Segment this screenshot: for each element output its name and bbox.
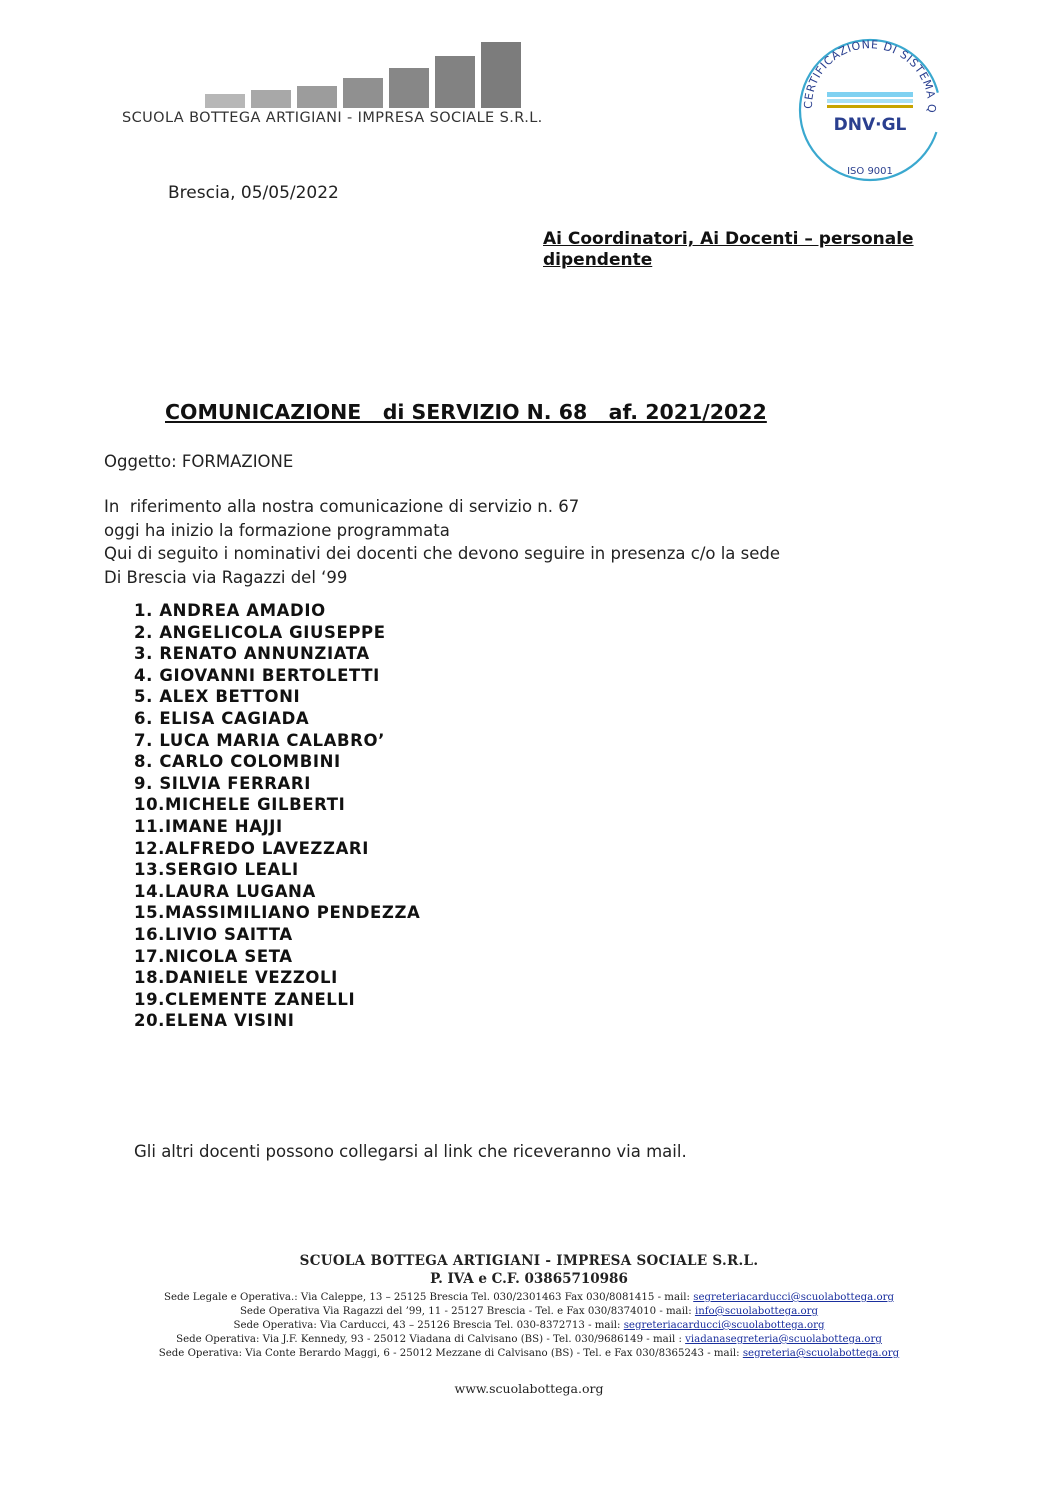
- recipients-line-1: Ai Coordinatori, Ai Docenti – personale: [543, 229, 914, 249]
- list-item: [134, 881, 420, 903]
- attendee-name: SERGIO LEALI: [165, 860, 299, 880]
- attendee-name: ELISA CAGIADA: [159, 708, 310, 728]
- seal-standard: ISO 9001: [847, 166, 893, 177]
- list-item: [134, 989, 420, 1011]
- attendee-name: CARLO COLOMBINI: [159, 752, 341, 772]
- email-link[interactable]: segreteriacarducci@scuolabottega.org: [623, 1320, 825, 1331]
- footer: [0, 1253, 1058, 1396]
- attendee-name: NICOLA SETA: [165, 946, 293, 966]
- attendee-name: ANGELICOLA GIUSEPPE: [159, 622, 386, 642]
- body-paragraph: [104, 495, 780, 589]
- site-address: Sede Operativa: Via J.F. Kennedy, 93 - 25012 Viadana di Calvisano (BS) - Tel. 030/9686149 - mail :: [176, 1334, 686, 1345]
- list-item: [134, 600, 420, 622]
- email-link[interactable]: segreteria@scuolabottega.org: [742, 1348, 900, 1359]
- list-number: 20.: [134, 1011, 166, 1031]
- site-address: Sede Operativa: Via Carducci, 43 – 25126 Brescia Tel. 030-8372713 - mail:: [233, 1320, 624, 1331]
- list-number: 13.: [134, 860, 166, 880]
- place-date: Brescia, 05/05/2022: [168, 183, 339, 203]
- seal-arc-text: CERTIFICAZIONE DI SISTEMA Q: [801, 38, 939, 114]
- list-number: 8.: [134, 752, 153, 772]
- attendee-name: MASSIMILIANO PENDEZZA: [165, 903, 421, 923]
- attendee-name: SILVIA FERRARI: [159, 773, 311, 793]
- attendee-name: CLEMENTE ZANELLI: [165, 989, 356, 1009]
- certification-seal-icon: [785, 22, 955, 192]
- list-number: 14.: [134, 881, 166, 901]
- attendee-name: MICHELE GILBERTI: [165, 795, 346, 815]
- attendee-name: LUCA MARIA CALABRO’: [159, 730, 385, 750]
- list-item: [134, 622, 420, 644]
- recipients: [543, 229, 963, 271]
- site-address: Sede Legale e Operativa.: Via Caleppe, 13 – 25125 Brescia Tel. 030/2301463 Fax 030/8081415 - mail:: [164, 1292, 694, 1303]
- footer-company: SCUOLA BOTTEGA ARTIGIANI - IMPRESA SOCIALE S.R.L.: [299, 1253, 759, 1269]
- document-title: COMUNICAZIONE di SERVIZIO N. 68 af. 2021/2022: [165, 400, 767, 424]
- attendee-name: GIOVANNI BERTOLETTI: [159, 665, 380, 685]
- list-number: 11.: [134, 816, 166, 836]
- footer-website[interactable]: www.scuolabottega.org: [454, 1381, 604, 1396]
- list-number: 17.: [134, 946, 166, 966]
- list-number: 15.: [134, 903, 166, 923]
- list-item: [134, 859, 420, 881]
- seal-brand: DNV·GL: [833, 115, 907, 135]
- footer-site-line: [0, 1347, 1058, 1361]
- list-number: 2.: [134, 622, 153, 642]
- body-line: Di Brescia via Ragazzi del ‘99: [104, 567, 348, 587]
- list-number: 1.: [134, 601, 153, 620]
- company-logo: [205, 38, 525, 108]
- footer-sites: [0, 1291, 1058, 1361]
- list-item: [134, 838, 420, 860]
- attendee-name: ALFREDO LAVEZZARI: [165, 838, 369, 858]
- list-item: [134, 924, 420, 946]
- attendee-name: LAURA LUGANA: [165, 881, 316, 901]
- list-item: [134, 686, 420, 708]
- email-link[interactable]: viadanasegreteria@scuolabottega.org: [685, 1334, 882, 1345]
- attendee-name: ALEX BETTONI: [159, 687, 301, 707]
- subject-line: Oggetto: FORMAZIONE: [104, 452, 294, 471]
- list-number: 3.: [134, 644, 153, 664]
- attendee-name: DANIELE VEZZOLI: [165, 968, 338, 988]
- list-number: 19.: [134, 989, 166, 1009]
- list-number: 9.: [134, 773, 153, 793]
- footer-site-line: [0, 1319, 1058, 1333]
- footer-vat: P. IVA e C.F. 03865710986: [430, 1271, 628, 1287]
- list-number: 7.: [134, 730, 153, 750]
- list-number: 10.: [134, 795, 166, 815]
- recipients-line-2: dipendente: [543, 250, 653, 270]
- attendee-name: LIVIO SAITTA: [165, 924, 293, 944]
- site-address: Sede Operativa Via Ragazzi del ’99, 11 - 25127 Brescia - Tel. e Fax 030/8374010 - mail:: [239, 1306, 695, 1317]
- attendee-name: IMANE HAJJI: [165, 816, 283, 836]
- list-item: [134, 730, 420, 752]
- attendee-list: [134, 600, 420, 1032]
- list-item: [134, 816, 420, 838]
- footer-site-line: [0, 1305, 1058, 1319]
- list-number: 16.: [134, 924, 166, 944]
- list-item: [134, 773, 420, 795]
- attendee-name: ANDREA AMADIO: [159, 601, 326, 620]
- list-item: [134, 902, 420, 924]
- list-item: [134, 708, 420, 730]
- closing-note: Gli altri docenti possono collegarsi al link che riceveranno via mail.: [134, 1142, 687, 1161]
- email-link[interactable]: segreteriacarducci@scuolabottega.org: [693, 1292, 894, 1303]
- list-item: [134, 751, 420, 773]
- body-line: In riferimento alla nostra comunicazione di servizio n. 67: [104, 497, 580, 516]
- footer-site-line: [0, 1291, 1058, 1305]
- site-address: Sede Operativa: Via Conte Berardo Maggi, 6 - 25012 Mezzane di Calvisano (BS) - Tel. e Fax 030/8365243 - mail:: [158, 1348, 743, 1359]
- list-item: [134, 967, 420, 989]
- list-number: 18.: [134, 968, 166, 988]
- list-item: [134, 1010, 420, 1032]
- attendee-name: RENATO ANNUNZIATA: [159, 644, 370, 664]
- list-number: 12.: [134, 838, 166, 858]
- body-line: oggi ha inizio la formazione programmata: [104, 520, 450, 540]
- email-link[interactable]: info@scuolabottega.org: [694, 1306, 819, 1317]
- list-item: [134, 946, 420, 968]
- list-item: [134, 794, 420, 816]
- body-line: Qui di seguito i nominativi dei docenti che devono seguire in presenza c/o la sede: [104, 544, 781, 563]
- footer-site-line: [0, 1333, 1058, 1347]
- list-item: [134, 643, 420, 665]
- list-item: [134, 665, 420, 687]
- attendee-name: ELENA VISINI: [165, 1011, 295, 1031]
- list-number: 4.: [134, 665, 153, 685]
- list-number: 6.: [134, 708, 153, 728]
- company-name: SCUOLA BOTTEGA ARTIGIANI - IMPRESA SOCIALE S.R.L.: [122, 110, 543, 126]
- list-number: 5.: [134, 687, 153, 707]
